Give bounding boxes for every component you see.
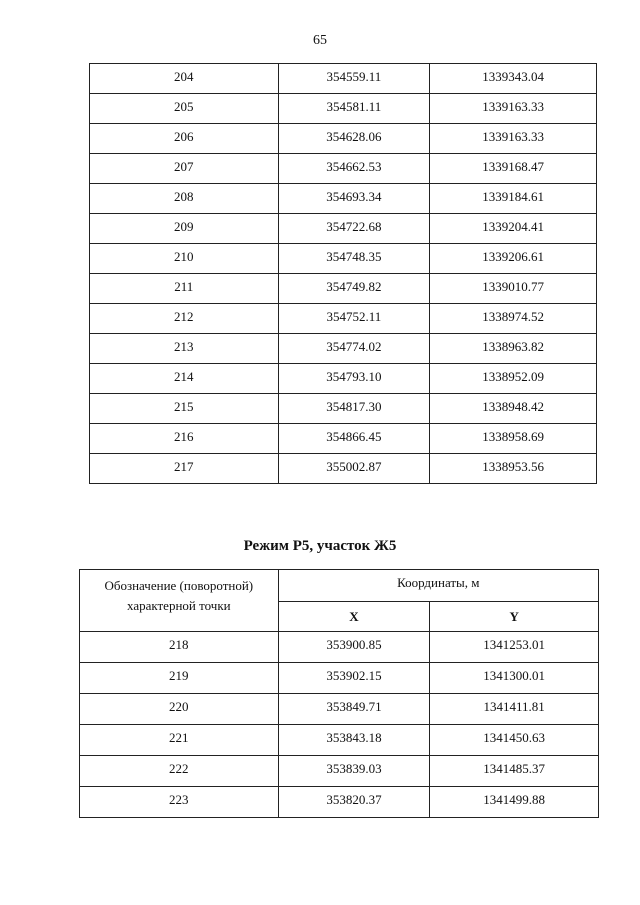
y-coordinate-cell: 1341450.63 xyxy=(430,725,599,756)
y-coordinate-cell: 1339184.61 xyxy=(430,184,597,214)
point-number-cell: 210 xyxy=(90,244,279,274)
table-row xyxy=(90,64,597,94)
table-row xyxy=(80,663,599,694)
x-coordinate-cell: 353820.37 xyxy=(278,787,430,818)
point-name-header-line1: Обозначение (поворотной) xyxy=(104,578,254,593)
table-row xyxy=(90,274,597,304)
y-coordinate-cell: 1339343.04 xyxy=(430,64,597,94)
point-number-cell: 215 xyxy=(90,394,279,424)
y-coordinate-cell: 1338963.82 xyxy=(430,334,597,364)
table-row xyxy=(90,214,597,244)
table-row xyxy=(90,124,597,154)
x-coordinate-cell: 354774.02 xyxy=(278,334,430,364)
point-number-cell: 212 xyxy=(90,304,279,334)
table-row xyxy=(80,725,599,756)
y-column-header: Y xyxy=(430,602,599,632)
y-coordinate-cell: 1338952.09 xyxy=(430,364,597,394)
coordinates-header: Координаты, м xyxy=(278,570,598,602)
table-row xyxy=(90,334,597,364)
x-coordinate-cell: 354662.53 xyxy=(278,154,430,184)
y-coordinate-cell: 1339163.33 xyxy=(430,124,597,154)
table-row xyxy=(80,756,599,787)
point-name-header-line2: характерной точки xyxy=(126,598,231,613)
x-coordinate-cell: 354793.10 xyxy=(278,364,430,394)
coordinates-table-zone-zh5 xyxy=(79,569,599,818)
table-row xyxy=(90,424,597,454)
page-number: 65 xyxy=(313,33,327,48)
x-coordinate-cell: 354817.30 xyxy=(278,394,430,424)
point-number-cell: 218 xyxy=(80,632,279,663)
x-coordinate-cell: 354581.11 xyxy=(278,94,430,124)
y-coordinate-cell: 1339163.33 xyxy=(430,94,597,124)
y-coordinate-cell: 1339168.47 xyxy=(430,154,597,184)
x-coordinate-cell: 355002.87 xyxy=(278,454,430,484)
x-coordinate-cell: 353843.18 xyxy=(278,725,430,756)
x-coordinate-cell: 354749.82 xyxy=(278,274,430,304)
y-coordinate-cell: 1339010.77 xyxy=(430,274,597,304)
x-coordinate-cell: 353900.85 xyxy=(278,632,430,663)
point-number-cell: 222 xyxy=(80,756,279,787)
table-row xyxy=(90,184,597,214)
x-coordinate-cell: 354866.45 xyxy=(278,424,430,454)
x-coordinate-cell: 353902.15 xyxy=(278,663,430,694)
point-number-cell: 206 xyxy=(90,124,279,154)
table-row xyxy=(80,787,599,818)
y-coordinate-cell: 1341485.37 xyxy=(430,756,599,787)
point-number-cell: 217 xyxy=(90,454,279,484)
y-coordinate-cell: 1339206.61 xyxy=(430,244,597,274)
x-coordinate-cell: 354693.34 xyxy=(278,184,430,214)
point-number-cell: 211 xyxy=(90,274,279,304)
y-coordinate-cell: 1341499.88 xyxy=(430,787,599,818)
x-coordinate-cell: 354748.35 xyxy=(278,244,430,274)
coordinates-table-continued xyxy=(89,63,597,484)
point-number-cell: 207 xyxy=(90,154,279,184)
point-number-cell: 214 xyxy=(90,364,279,394)
y-coordinate-cell: 1338953.56 xyxy=(430,454,597,484)
point-number-cell: 221 xyxy=(80,725,279,756)
y-coordinate-cell: 1338958.69 xyxy=(430,424,597,454)
table-row xyxy=(80,694,599,725)
x-coordinate-cell: 353839.03 xyxy=(278,756,430,787)
section-title: Режим Р5, участок Ж5 xyxy=(243,538,397,554)
y-coordinate-cell: 1341253.01 xyxy=(430,632,599,663)
point-number-cell: 216 xyxy=(90,424,279,454)
point-number-cell: 205 xyxy=(90,94,279,124)
point-number-cell: 219 xyxy=(80,663,279,694)
table-row xyxy=(90,244,597,274)
table-row xyxy=(90,154,597,184)
table-row xyxy=(90,364,597,394)
table-row xyxy=(90,94,597,124)
x-column-header: X xyxy=(278,602,430,632)
y-coordinate-cell: 1338974.52 xyxy=(430,304,597,334)
point-number-cell: 213 xyxy=(90,334,279,364)
table-row xyxy=(80,632,599,663)
y-coordinate-cell: 1338948.42 xyxy=(430,394,597,424)
point-number-cell: 209 xyxy=(90,214,279,244)
point-number-cell: 223 xyxy=(80,787,279,818)
y-coordinate-cell: 1341300.01 xyxy=(430,663,599,694)
y-coordinate-cell: 1339204.41 xyxy=(430,214,597,244)
x-coordinate-cell: 354752.11 xyxy=(278,304,430,334)
x-coordinate-cell: 354628.06 xyxy=(278,124,430,154)
table-row xyxy=(90,304,597,334)
point-number-cell: 204 xyxy=(90,64,279,94)
x-coordinate-cell: 354722.68 xyxy=(278,214,430,244)
point-number-cell: 208 xyxy=(90,184,279,214)
point-number-cell: 220 xyxy=(80,694,279,725)
point-name-header xyxy=(80,570,279,632)
x-coordinate-cell: 353849.71 xyxy=(278,694,430,725)
table-row xyxy=(90,394,597,424)
y-coordinate-cell: 1341411.81 xyxy=(430,694,599,725)
table-row xyxy=(90,454,597,484)
x-coordinate-cell: 354559.11 xyxy=(278,64,430,94)
